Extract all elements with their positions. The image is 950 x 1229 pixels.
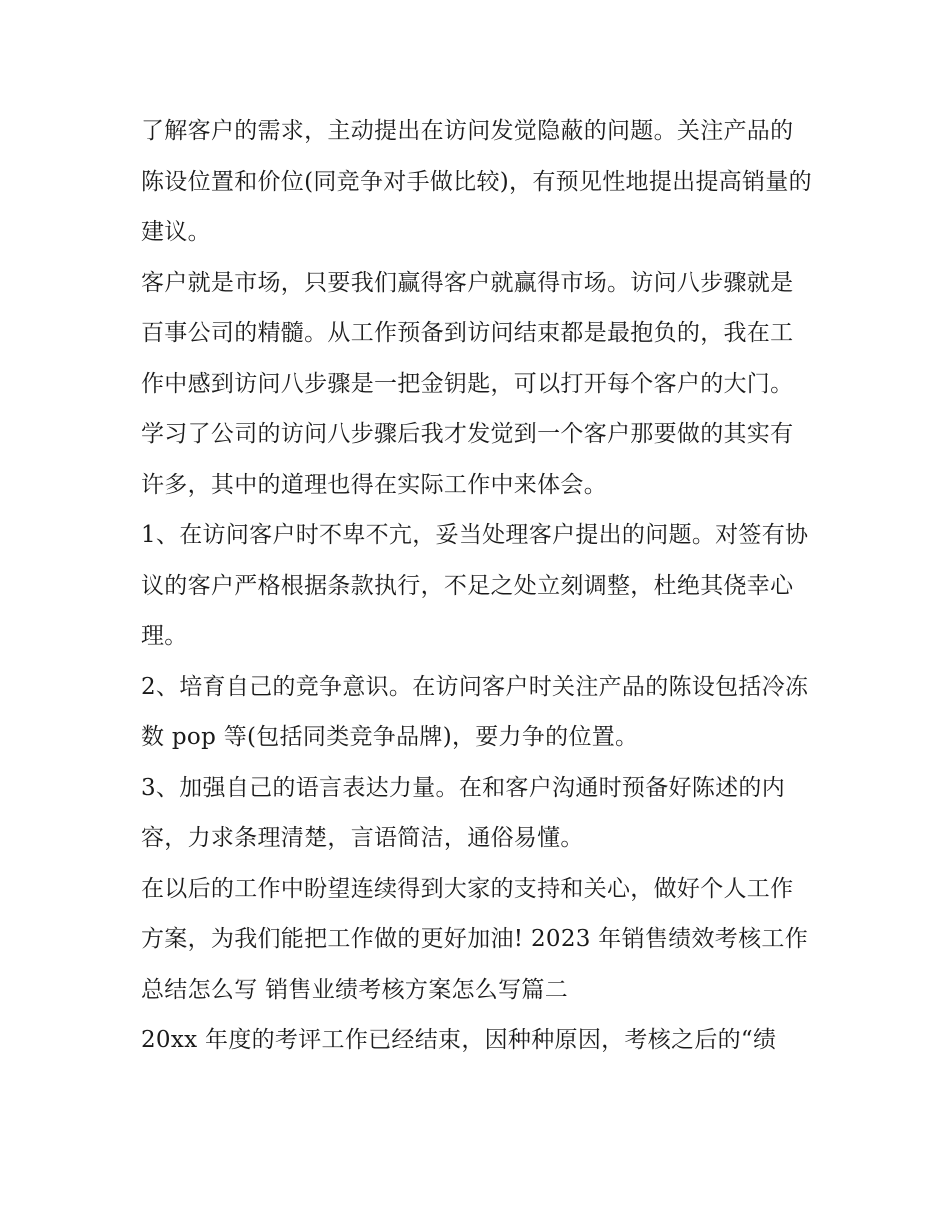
paragraph-eight-steps: 学习了公司的访问八步骤后我才发觉到一个客户那要做的其实有许多，其中的道理也得在实际工作中来体会。 <box>141 421 794 498</box>
paragraph-point-3: 3、加强自己的语言表达力量。在和客户沟通时预备好陈述的内容，力求条理清楚，言语简洁，通俗易懂。 <box>141 774 786 851</box>
paragraph-point-1: 1、在访问客户时不卑不亢，妥当处理客户提出的问题。对签有协议的客户严格根据条款执行，不足之处立刻调整，杜绝其侥幸心理。 <box>141 522 809 649</box>
paragraph-market: 客户就是市场，只要我们赢得客户就赢得市场。访问八步骤就是百事公司的精髓。从工作预备到访问结束都是最抱负的，我在工作中感到访问八步骤是一把金钥匙，可以打开每个客户的大门。 <box>141 269 794 397</box>
paragraph-point-2: 2、培育自己的竞争意识。在访问客户时关注产品的陈设包括冷冻数 pop 等(包括同类竞争品牌)，要力争的位置。 <box>141 673 809 750</box>
paragraph-customer-needs: 了解客户的需求，主动提出在访问发觉隐蔽的问题。关注产品的陈设位置和价位(同竞争对手做比较)，有预见性地提出提高销量的建议。 <box>141 118 812 245</box>
document-body <box>141 106 813 1066</box>
paragraph-closing: 在以后的工作中盼望连续得到大家的支持和关心，做好个人工作方案，为我们能把工作做的更好加油! 2023 年销售绩效考核工作总结怎么写 销售业绩考核方案怎么写篇二 <box>141 875 808 1003</box>
paragraph-next-section: 20xx 年度的考评工作已经结束，因种种原因，考核之后的“绩 <box>141 1027 777 1053</box>
